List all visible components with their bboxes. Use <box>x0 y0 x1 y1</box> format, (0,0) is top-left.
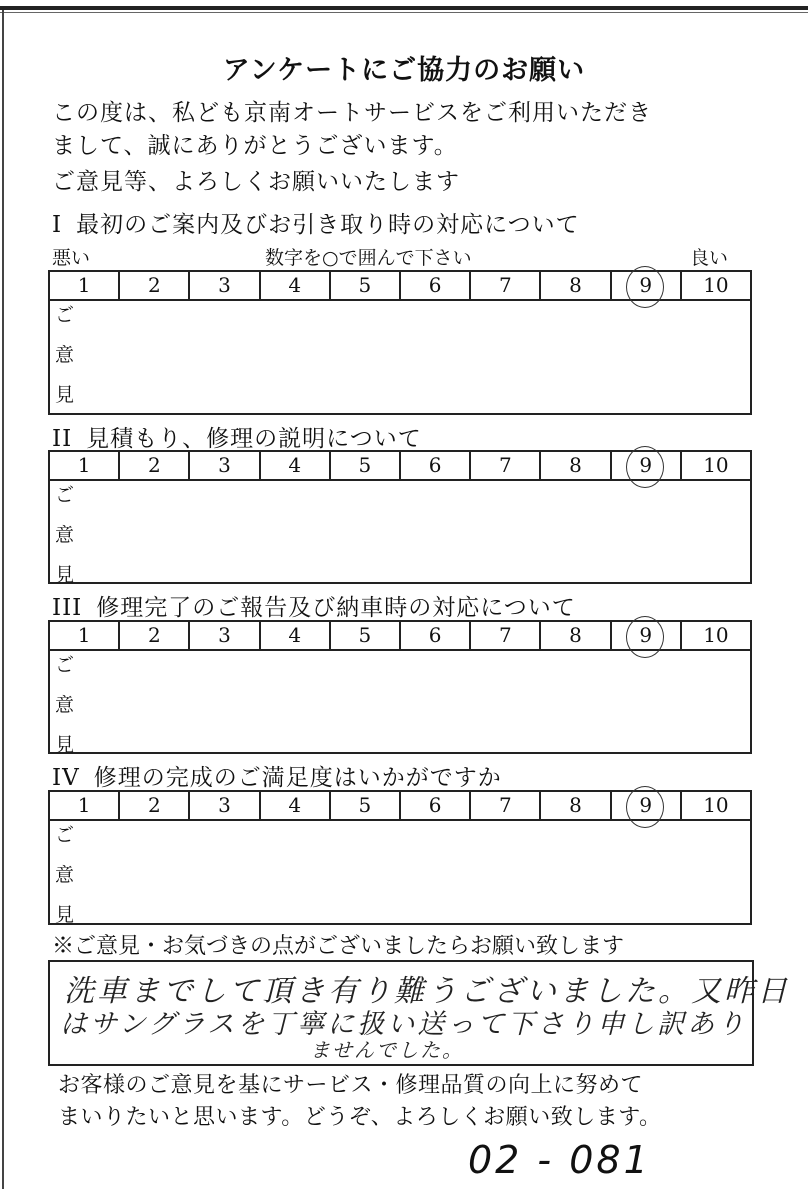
score-option-9[interactable]: 9 <box>612 272 682 299</box>
score-option-1[interactable]: 1 <box>50 792 120 819</box>
comment-label-char: 見 <box>55 384 75 406</box>
score-row <box>50 272 750 301</box>
serial-number: 02 - 081 <box>468 1138 651 1182</box>
score-option-1[interactable]: 1 <box>50 622 120 649</box>
rating-box-2 <box>48 450 752 584</box>
intro-line-1: この度は、私ども京南オートサービスをご利用いただき <box>52 100 652 126</box>
section-2-label: 見積もり、修理の説明について <box>86 426 422 452</box>
score-option-6[interactable]: 6 <box>401 452 471 479</box>
score-option-8[interactable]: 8 <box>541 452 611 479</box>
score-option-5[interactable]: 5 <box>331 792 401 819</box>
page-title: アンケートにご協力のお願い <box>222 55 586 86</box>
left-edge <box>2 10 4 1189</box>
remarks-box <box>48 960 790 1066</box>
scale-good-label: 良い <box>690 247 729 269</box>
score-option-2[interactable]: 2 <box>120 452 190 479</box>
comment-label-char: 見 <box>55 734 75 756</box>
handwritten-line-2: はサングラスを丁寧に扱い送って下さり申し訳あり <box>60 1009 748 1040</box>
score-option-2[interactable]: 2 <box>120 622 190 649</box>
score-option-5[interactable]: 5 <box>331 622 401 649</box>
comment-label-char: ご <box>55 824 75 846</box>
score-option-6[interactable]: 6 <box>401 792 471 819</box>
score-option-3[interactable]: 3 <box>190 452 260 479</box>
comment-label-char: 意 <box>55 344 75 366</box>
section-1-number: I <box>52 212 63 238</box>
section-2-number: II <box>52 426 73 452</box>
score-option-5[interactable]: 5 <box>331 452 401 479</box>
score-option-7[interactable]: 7 <box>471 272 541 299</box>
score-option-2[interactable]: 2 <box>120 792 190 819</box>
rating-box-3 <box>48 620 752 754</box>
intro-line-2: まして、誠にありがとうございます。 <box>52 133 458 159</box>
score-option-1[interactable]: 1 <box>50 452 120 479</box>
section-3-number: III <box>52 595 83 621</box>
score-option-8[interactable]: 8 <box>541 272 611 299</box>
comment-label-char: 見 <box>55 904 75 926</box>
score-option-4[interactable]: 4 <box>261 272 331 299</box>
closing-line-2: まいりたいと思います。どうぞ、よろしくお願い致します。 <box>58 1105 662 1130</box>
score-option-10[interactable]: 10 <box>703 453 729 477</box>
score-option-2[interactable]: 2 <box>120 272 190 299</box>
score-option-7[interactable]: 7 <box>471 452 541 479</box>
section-2-title <box>52 420 422 453</box>
section-3-label: 修理完了のご報告及び納車時の対応について <box>96 595 576 621</box>
comment-label <box>55 483 79 603</box>
score-option-9[interactable]: 9 <box>612 622 682 649</box>
score-option-9[interactable]: 9 <box>612 452 682 479</box>
comment-label-char: ご <box>55 654 75 676</box>
scale-instruction: 数字を○で囲んで下さい <box>265 247 472 269</box>
section-3-title <box>52 589 576 622</box>
section-1-label: 最初のご案内及びお引き取り時の対応について <box>76 212 580 238</box>
score-option-8[interactable]: 8 <box>541 792 611 819</box>
handwritten-line-1: 洗車までして頂き有り難うございました。又昨日 <box>64 974 790 1009</box>
closing-line-1: お客様のご意見を基にサービス・修理品質の向上に努めて <box>58 1073 644 1098</box>
comment-label <box>55 653 79 773</box>
score-option-10[interactable]: 10 <box>703 273 729 297</box>
score-option-6[interactable]: 6 <box>401 272 471 299</box>
score-option-4[interactable]: 4 <box>261 792 331 819</box>
score-row <box>50 792 750 821</box>
score-option-1[interactable]: 1 <box>50 272 120 299</box>
section-4-title <box>52 759 502 792</box>
score-row <box>50 622 750 651</box>
score-option-6[interactable]: 6 <box>401 622 471 649</box>
score-option-7[interactable]: 7 <box>471 792 541 819</box>
score-row <box>50 452 750 481</box>
comment-label-char: 意 <box>55 694 75 716</box>
score-option-3[interactable]: 3 <box>190 272 260 299</box>
rating-box-4 <box>48 790 752 925</box>
comment-label-char: 意 <box>55 864 75 886</box>
comment-label-char: ご <box>55 484 75 506</box>
score-option-3[interactable]: 3 <box>190 792 260 819</box>
section-1-title <box>52 206 580 239</box>
score-option-10[interactable]: 10 <box>703 793 729 817</box>
intro-line-3: ご意見等、よろしくお願いいたします <box>52 169 460 195</box>
comment-label-char: 意 <box>55 524 75 546</box>
score-option-3[interactable]: 3 <box>190 622 260 649</box>
top-border-thin <box>0 12 808 13</box>
remarks-title: ※ご意見・お気づきの点がございましたらお願い致します <box>52 934 625 959</box>
score-option-5[interactable]: 5 <box>331 272 401 299</box>
rating-box-1 <box>48 270 752 415</box>
section-4-label: 修理の完成のご満足度はいかがですか <box>93 765 502 791</box>
comment-label-char: 見 <box>55 564 75 586</box>
comment-label-char: ご <box>55 304 75 326</box>
score-option-8[interactable]: 8 <box>541 622 611 649</box>
scale-bad-label: 悪い <box>52 247 91 269</box>
comment-label <box>55 823 79 943</box>
score-option-7[interactable]: 7 <box>471 622 541 649</box>
score-option-4[interactable]: 4 <box>261 452 331 479</box>
score-option-4[interactable]: 4 <box>261 622 331 649</box>
score-option-9[interactable]: 9 <box>612 792 682 819</box>
score-option-10[interactable]: 10 <box>703 623 729 647</box>
top-border <box>0 6 808 10</box>
comment-label <box>55 303 79 423</box>
handwritten-line-3: ませんでした。 <box>310 1038 464 1062</box>
section-4-number: IV <box>52 765 80 791</box>
